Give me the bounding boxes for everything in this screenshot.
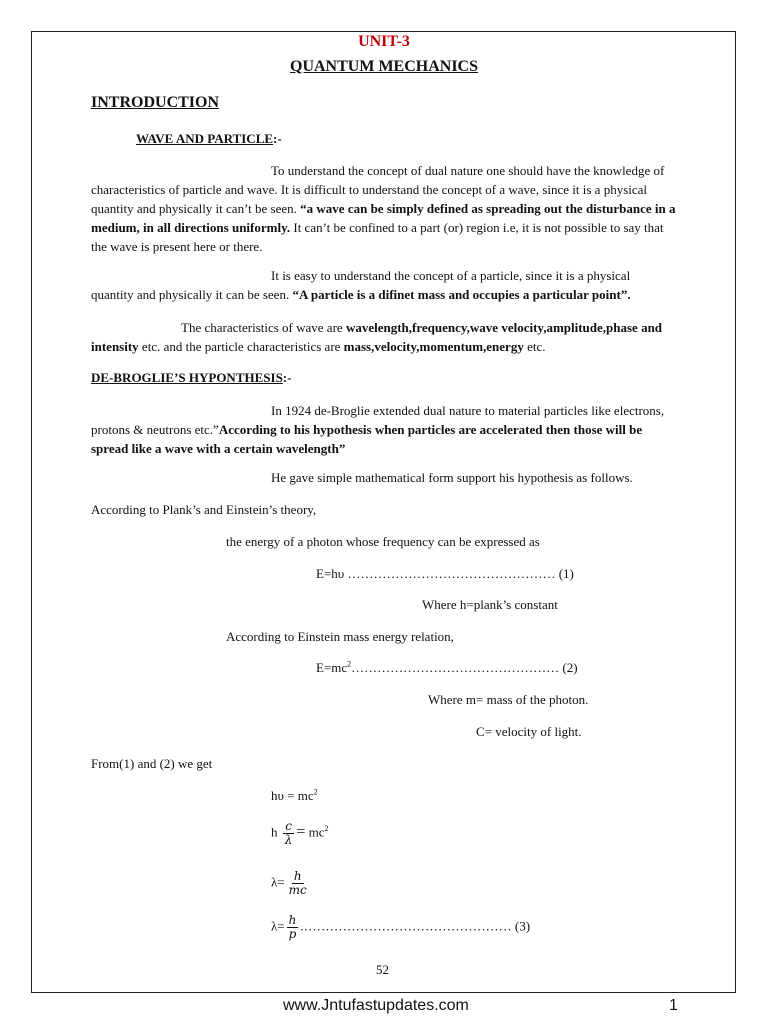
eq6-dots: .………………………………………… (3) bbox=[300, 918, 531, 934]
eq4-den: λ bbox=[284, 833, 293, 847]
eq5-den: mc bbox=[288, 883, 307, 897]
intro-p2-bold: “A particle is a difinet mass and occupies a particular point”. bbox=[292, 287, 631, 302]
intro-p3-text-c: etc. bbox=[523, 339, 546, 354]
equation-3 bbox=[271, 789, 318, 802]
footer-page-number: 1 bbox=[669, 997, 678, 1014]
wave-particle-subheading-text: WAVE AND PARTICLE bbox=[136, 131, 274, 146]
unit-title: UNIT-3 bbox=[358, 33, 410, 50]
debroglie-paragraph-3: According to Plank’s and Einstein’s theory, bbox=[91, 502, 317, 517]
where-c: C= velocity of light. bbox=[476, 724, 582, 739]
page-number: 52 bbox=[376, 962, 389, 977]
intro-p3-bold-2: mass,velocity,momentum,energy bbox=[343, 339, 524, 354]
debroglie-p1-text: In 1924 de-Broglie extended dual nature to material particles like electrons, protons & neutrons etc.” bbox=[91, 403, 665, 437]
eq4-rhs: mc bbox=[305, 824, 325, 840]
eq2-dots: ………………………………………… (2) bbox=[351, 660, 578, 675]
eq3-sup: 2 bbox=[313, 787, 318, 797]
eq3-text: hυ = mc bbox=[271, 788, 314, 803]
debroglie-paragraph-1 bbox=[91, 401, 676, 458]
equation-4 bbox=[271, 820, 329, 847]
eq2-lhs: E=mc bbox=[316, 660, 348, 675]
intro-p3-text-b: etc. and the particle characteristics are bbox=[138, 339, 344, 354]
intro-p1-text-a: To understand the concept of dual nature one should have the knowledge of characteristics of particle and wave. It is difficult to understand the concept of a wave, since it is a physical quantity and physically it can’t be seen. bbox=[91, 163, 665, 216]
equation-5 bbox=[271, 870, 311, 897]
eq6-den: p bbox=[288, 927, 297, 941]
page-title: QUANTUM MECHANICS bbox=[290, 58, 478, 75]
debroglie-paragraph-4: the energy of a photon whose frequency can be expressed as bbox=[226, 534, 540, 549]
eq4-sup: 2 bbox=[324, 824, 329, 834]
eq4-num: c bbox=[285, 819, 292, 833]
eq5-num: h bbox=[293, 869, 302, 883]
intro-paragraph-1 bbox=[91, 161, 676, 256]
intro-p1-text-b: It can’t be confined to a part (or) region i.e, it is not possible to say that the wave is present here or there. bbox=[91, 220, 664, 254]
where-h: Where h=plank’s constant bbox=[422, 597, 558, 612]
debroglie-heading-text: DE-BROGLIE’S HYPONTHESIS bbox=[91, 370, 283, 385]
debroglie-heading bbox=[91, 371, 291, 384]
eq4-fraction bbox=[283, 820, 295, 847]
equation-1: E=hυ ………………………………………… (1) bbox=[316, 566, 574, 581]
introduction-heading: INTRODUCTION bbox=[91, 94, 220, 111]
eq4-h: h bbox=[271, 824, 278, 840]
eq6-num: h bbox=[288, 913, 297, 927]
intro-p1-bold: “a wave can be simply defined as spreading out the disturbance in a medium, in all directions uniformly. bbox=[91, 201, 676, 235]
debroglie-paragraph-5: According to Einstein mass energy relation, bbox=[226, 629, 454, 644]
debroglie-paragraph-6: From(1) and (2) we get bbox=[91, 756, 213, 771]
eq4-equals: = bbox=[296, 823, 306, 841]
eq6-fraction bbox=[287, 914, 299, 941]
eq5-lhs: λ= bbox=[271, 874, 285, 890]
footer-website[interactable]: www.Jntufastupdates.com bbox=[283, 997, 469, 1014]
wave-particle-subheading bbox=[136, 132, 282, 145]
eq5-fraction bbox=[287, 870, 309, 897]
eq6-lhs: λ= bbox=[271, 918, 285, 934]
debroglie-heading-suffix: :- bbox=[282, 370, 292, 385]
equation-2 bbox=[316, 661, 578, 674]
where-m: Where m= mass of the photon. bbox=[428, 692, 589, 707]
intro-paragraph-3 bbox=[91, 318, 676, 356]
intro-p2-text-a: It is easy to understand the concept of a particle, since it is a physical quantity and physically it can be seen. bbox=[91, 268, 631, 302]
intro-paragraph-2 bbox=[91, 266, 676, 304]
eq2-sup: 2 bbox=[347, 659, 352, 669]
equation-6 bbox=[271, 914, 530, 941]
intro-p3-text-a: The characteristics of wave are bbox=[181, 320, 346, 335]
intro-p3-bold-1: wavelength,frequency,wave velocity,amplitude,phase and intensity bbox=[91, 320, 663, 354]
debroglie-paragraph-2: He gave simple mathematical form support his hypothesis as follows. bbox=[271, 470, 633, 485]
wave-particle-subheading-suffix: :- bbox=[273, 131, 282, 146]
debroglie-p1-bold: According to his hypothesis when particles are accelerated then those will be spread like a wave with a certain wavelength” bbox=[91, 422, 643, 456]
